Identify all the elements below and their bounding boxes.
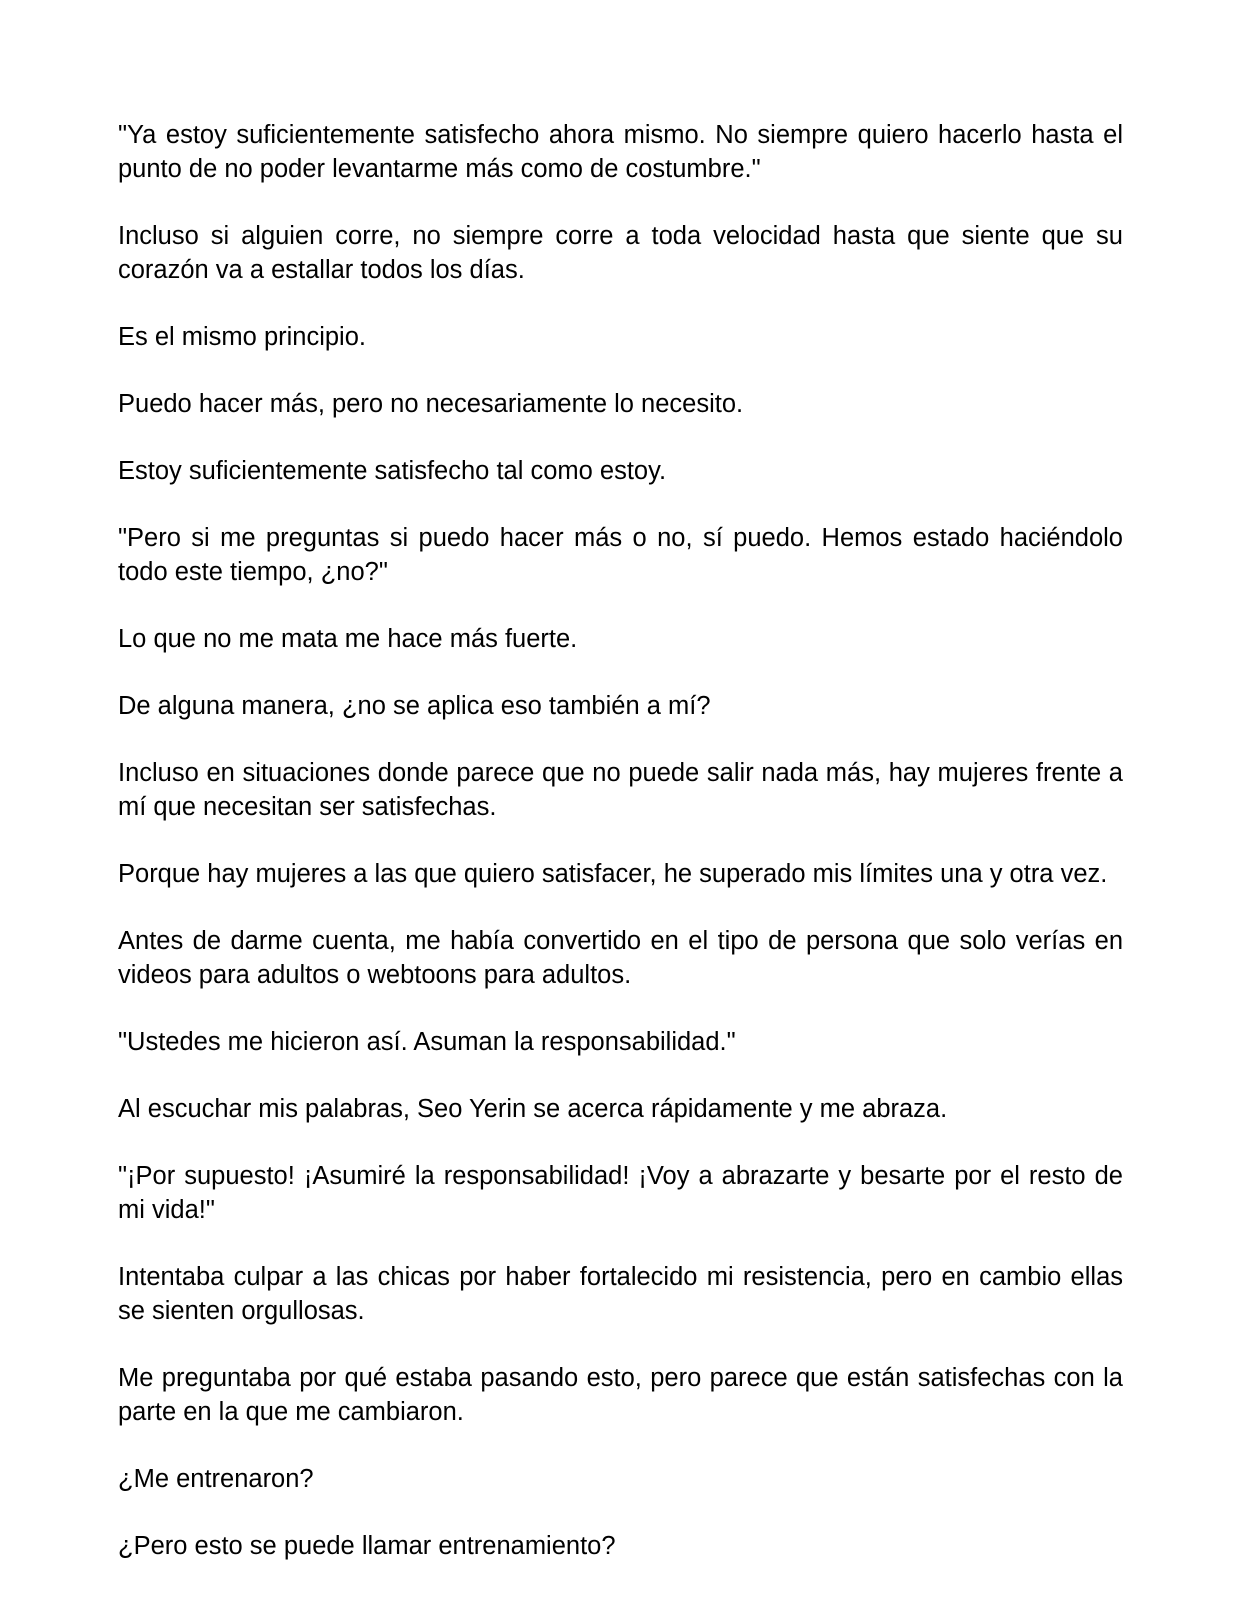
paragraph-3: Es el mismo principio. [118,323,366,351]
paragraph-8: De alguna manera, ¿no se aplica eso también a mí? [118,692,711,720]
paragraph-6: "Pero si me preguntas si puedo hacer más o no, sí puedo. Hemos estado haciéndolo todo este tiempo, ¿no?" [118,524,1123,586]
paragraph-15: Intentaba culpar a las chicas por haber fortalecido mi resistencia, pero en cambio ellas se sienten orgullosas. [118,1263,1123,1325]
paragraph-9: Incluso en situaciones donde parece que no puede salir nada más, hay mujeres frente a mí que necesitan ser satisfechas. [118,759,1123,821]
paragraph-7: Lo que no me mata me hace más fuerte. [118,625,578,653]
paragraph-10: Porque hay mujeres a las que quiero satisfacer, he superado mis límites una y otra vez. [118,860,1108,888]
paragraph-17: ¿Me entrenaron? [118,1465,314,1493]
paragraph-2: Incluso si alguien corre, no siempre corre a toda velocidad hasta que siente que su corazón va a estallar todos los días. [118,222,1123,284]
paragraph-13: Al escuchar mis palabras, Seo Yerin se acerca rápidamente y me abraza. [118,1095,948,1123]
paragraph-16: Me preguntaba por qué estaba pasando esto, pero parece que están satisfechas con la parte en la que me cambiaron. [118,1364,1123,1426]
paragraph-14: "¡Por supuesto! ¡Asumiré la responsabilidad! ¡Voy a abrazarte y besarte por el resto de mi vida!" [118,1162,1123,1224]
paragraph-5: Estoy suficientemente satisfecho tal como estoy. [118,457,667,485]
paragraph-11: Antes de darme cuenta, me había convertido en el tipo de persona que solo verías en videos para adultos o webtoons para adultos. [118,927,1123,989]
paragraph-4: Puedo hacer más, pero no necesariamente lo necesito. [118,390,744,418]
paragraph-1: "Ya estoy suficientemente satisfecho ahora mismo. No siempre quiero hacerlo hasta el punto de no poder levantarme más como de costumbre." [118,121,1123,183]
paragraph-18: ¿Pero esto se puede llamar entrenamiento? [118,1532,616,1560]
document-body [118,118,1123,1596]
paragraph-12: "Ustedes me hicieron así. Asuman la responsabilidad." [118,1028,736,1056]
